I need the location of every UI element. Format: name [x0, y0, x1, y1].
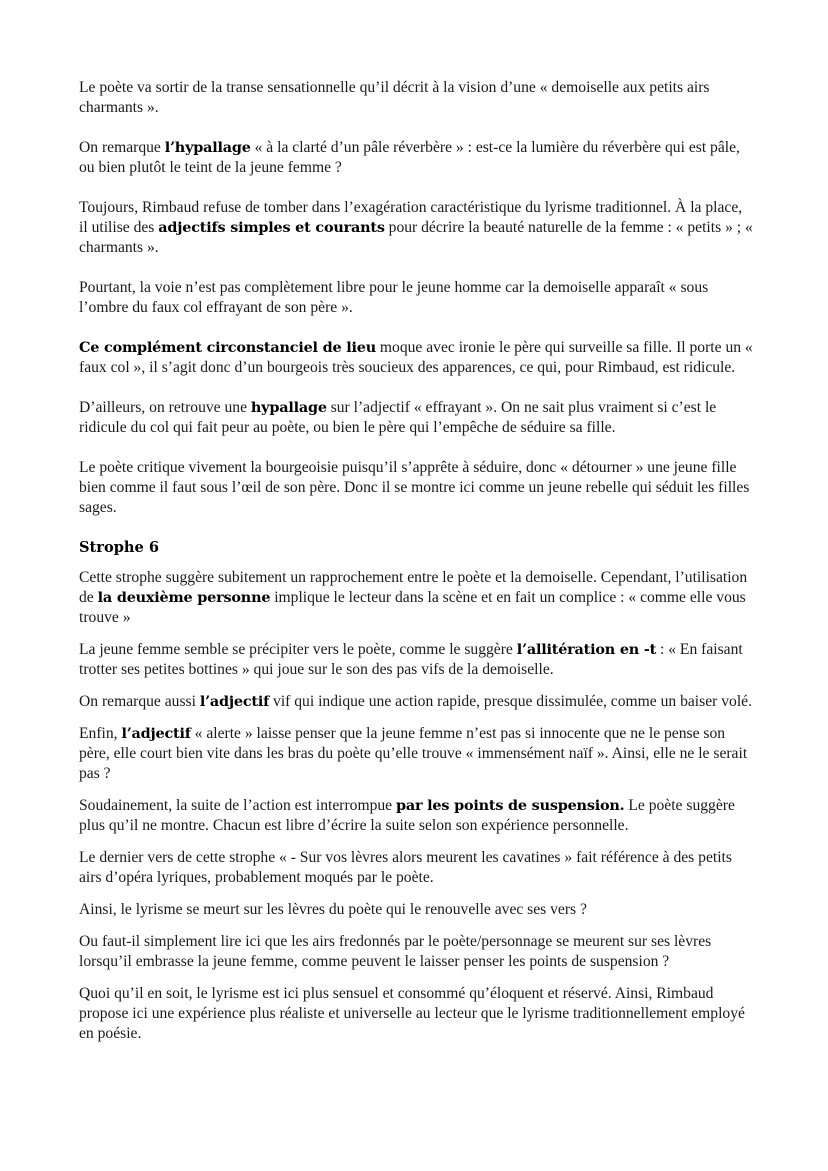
paragraph — [79, 198, 754, 258]
paragraph — [79, 984, 754, 1044]
section-strophe-6 — [79, 568, 754, 1044]
paragraph — [79, 900, 754, 920]
text-run: On remarque aussi — [79, 693, 200, 710]
text-run: Ou faut-il simplement lire ici que les airs fredonnés par le poète/personnage se meurent sur ses lèvres lorsqu’il embrasse la jeune femme, comme peuvent le laisser penser les points de suspension ? — [79, 933, 712, 970]
bold-term: hypallage — [250, 399, 327, 416]
text-run: Soudainement, la suite de l’action est interrompue — [79, 797, 396, 814]
text-run: Pourtant, la voie n’est pas complètement libre pour le jeune homme car la demoiselle apparaît « sous l’ombre du faux col effrayant de son père ». — [79, 279, 709, 316]
text-run: « à la clarté d’un pâle réverbère » : est-ce la lumière du réverbère qui est pâle, ou bien plutôt le teint de la jeune femme ? — [79, 139, 740, 176]
paragraph — [79, 724, 754, 784]
text-run: sur l’adjectif « effrayant ». On ne sait plus vraiment si c’est le ridicule du col qui fait peur au poète, ou bien le père qui l’empêche de séduire sa fille. — [79, 399, 717, 436]
paragraph — [79, 848, 754, 888]
paragraph — [79, 932, 754, 972]
section-strophe-5 — [79, 78, 754, 518]
document-page — [79, 78, 754, 1056]
text-run: pour décrire la beauté naturelle de la femme : « petits » ; « charmants ». — [79, 219, 753, 256]
bold-term: la deuxième personne — [97, 589, 271, 606]
paragraph — [79, 640, 754, 680]
text-run: implique le lecteur dans la scène et en fait un complice : « comme elle vous trouve » — [79, 589, 746, 626]
paragraph — [79, 796, 754, 836]
bold-term: l’adjectif — [121, 725, 191, 742]
bold-term: Ce complément circonstanciel de lieu — [79, 339, 377, 356]
paragraph — [79, 138, 754, 178]
bold-term: par les points de suspension. — [395, 797, 625, 814]
text-run: Ainsi, le lyrisme se meurt sur les lèvres du poète qui le renouvelle avec ses vers ? — [79, 901, 587, 918]
text-run: Le poète va sortir de la transe sensationnelle qu’il décrit à la vision d’une « demoiselle aux petits airs charmants ». — [79, 79, 710, 116]
text-run: « alerte » laisse penser que la jeune femme n’est pas si innocente que ne le pense son père, elle court bien vite dans les bras du poète qu’elle trouve « immensément naïf ». Ainsi, elle ne le serait pas ? — [79, 725, 748, 782]
text-run: Le dernier vers de cette strophe « - Sur vos lèvres alors meurent les cavatines » fait référence à des petits airs d’opéra lyriques, probablement moqués par le poète. — [79, 849, 732, 886]
text-run: Toujours, Rimbaud refuse de tomber dans l’exagération caractéristique du lyrisme traditionnel. À la place, il utilise des — [79, 199, 743, 236]
text-run: vif qui indique une action rapide, presque dissimulée, comme un baiser volé. — [269, 693, 752, 710]
text-run: Cette strophe suggère subitement un rapprochement entre le poète et la demoiselle. Cependant, l’utilisation de — [79, 569, 748, 606]
text-run: Le poète suggère plus qu’il ne montre. Chacun est libre d’écrire la suite selon son expérience personnelle. — [79, 797, 735, 834]
bold-term: adjectifs simples et courants — [158, 219, 385, 236]
text-run: D’ailleurs, on retrouve une — [79, 399, 251, 416]
bold-term: l’adjectif — [199, 693, 270, 710]
paragraph — [79, 398, 754, 438]
paragraph — [79, 338, 754, 378]
bold-term: l’allitération en -t — [516, 641, 657, 658]
paragraph — [79, 568, 754, 628]
bold-term: l’hypallage — [164, 139, 251, 156]
paragraph — [79, 278, 754, 318]
section-heading: Strophe 6 — [79, 539, 160, 556]
text-run: moque avec ironie le père qui surveille sa fille. Il porte un « faux col », il s’agit donc d’un bourgeois très soucieux des apparences, ce qui, pour Rimbaud, est ridicule. — [79, 339, 753, 376]
paragraph — [79, 692, 754, 712]
text-run: Enfin, — [79, 725, 122, 742]
paragraph — [79, 458, 754, 518]
text-run: On remarque — [79, 139, 165, 156]
text-run: : « En faisant trotter ses petites bottines » qui joue sur le son des pas vifs de la demoiselle. — [79, 641, 743, 678]
text-run: Le poète critique vivement la bourgeoisie puisqu’il s’apprête à séduire, donc « détourner » une jeune fille bien comme il faut sous l’œil de son père. Donc il se montre ici comme un jeune rebelle qui séduit les filles sages. — [79, 459, 750, 516]
text-run: La jeune femme semble se précipiter vers le poète, comme le suggère — [79, 641, 517, 658]
paragraph — [79, 78, 754, 118]
text-run: Quoi qu’il en soit, le lyrisme est ici plus sensuel et consommé qu’éloquent et réservé. Ainsi, Rimbaud propose ici une expérience plus réaliste et universelle au lecteur que le lyrisme traditionnellement employé en poésie. — [79, 985, 745, 1042]
